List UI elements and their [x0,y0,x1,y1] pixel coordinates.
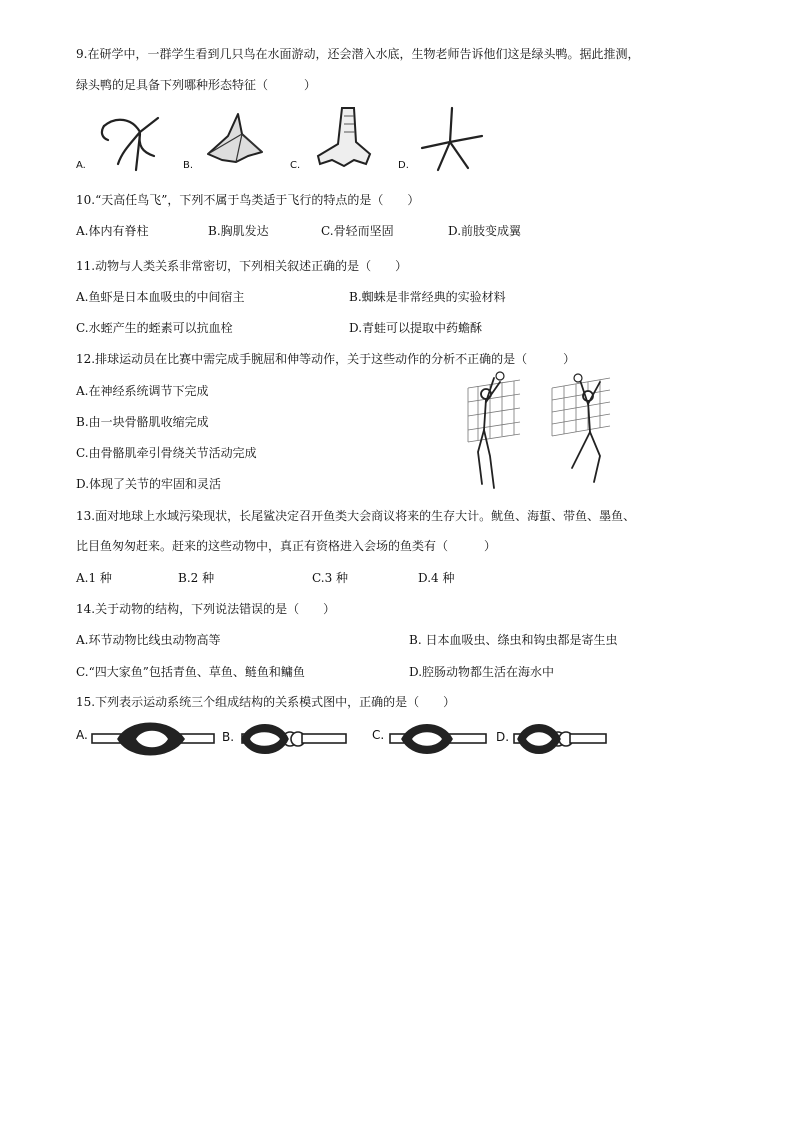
q15-label-d: D. [496,730,510,744]
q15-joint-diagram-figure [76,720,608,760]
q9-label-d: D. [398,160,409,171]
q10-stem: 10.“天高任鸟飞”，下列不属于鸟类适于飞行的特点的是（ ） [76,193,420,207]
q13-option-c: C.3 种 [312,571,349,585]
q13-option-b: B.2 种 [178,571,215,585]
joint-diagram-d-icon [512,722,608,756]
joint-diagram-a-icon [90,722,216,756]
q13-stem-line-2: 比目鱼匆匆赶来。赶来的这些动物中，真正有资格进入会场的鱼类有（ ） [76,539,497,553]
q12-option-b: B.由一块骨骼肌收缩完成 [76,415,209,429]
q11-option-b: B.蜘蛛是非常经典的实验材料 [349,290,506,304]
q12-stem: 12.排球运动员在比赛中需完成手腕屈和伸等动作，关于这些动作的分析不正确的是（ ） [76,352,576,366]
q14-option-b: B. 日本血吸虫、绦虫和钩虫都是寄生虫 [409,633,618,647]
q12-option-c: C.由骨骼肌牵引骨绕关节活动完成 [76,446,257,460]
q11-option-d: D.青蛙可以提取中药蟾酥 [349,321,483,335]
q9-label-a: A. [76,160,86,171]
volleyball-icon [496,372,504,380]
q9-stem-line-1: 9.在研学中，一群学生看到几只鸟在水面游动，还会潜入水底，生物老师告诉他们这是绿头鸭。据此推测， [76,47,640,61]
q12-option-a: A.在神经系统调节下完成 [76,384,209,398]
q14-stem: 14.关于动物的结构，下列说法错误的是（ ） [76,602,336,616]
claw-foot-icon [94,112,164,170]
volleyball-icon [574,374,582,382]
q11-option-a: A.鱼虾是日本血吸虫的中间宿主 [76,290,245,304]
q10-option-a: A.体内有脊柱 [76,224,149,238]
long-toe-foot-icon [416,108,486,170]
q14-option-d: D.腔肠动物都生活在海水中 [409,665,555,679]
joint-diagram-c-icon [388,722,488,756]
webbed-foot-icon [198,112,268,170]
q14-option-c: C.“四大家鱼”包括青鱼、草鱼、鲢鱼和鳙鱼 [76,665,305,679]
joint-diagram-b-icon [240,722,348,756]
q10-option-d: D.前肢变成翼 [448,224,522,238]
q15-stem: 15.下列表示运动系统三个组成结构的关系模式图中，正确的是（ ） [76,695,456,709]
q13-option-a: A.1 种 [76,571,112,585]
q9-bird-feet-figure [76,106,486,174]
q11-stem: 11.动物与人类关系非常密切，下列相关叙述正确的是（ ） [76,259,408,273]
q13-stem-line-1: 13.面对地球上水域污染现状，长尾鲨决定召开鱼类大会商议将来的生存大计。鱿鱼、海蜇、带鱼、墨鱼、 [76,509,636,523]
q9-stem-line-2: 绿头鸭的足具备下列哪种形态特征（ ） [76,78,317,92]
q12-option-d: D.体现了关节的牢固和灵活 [76,477,222,491]
volleyball-players-figure [460,372,620,498]
q9-label-b: B. [183,160,194,171]
q15-label-a: A. [76,728,88,742]
q10-option-c: C.骨轻而坚固 [321,224,394,238]
q15-label-c: C. [372,728,385,742]
q15-label-b: B. [222,730,235,744]
q11-option-c: C.水蛭产生的蛭素可以抗血栓 [76,321,233,335]
q13-option-d: D.4 种 [418,571,455,585]
scaled-foot-icon [308,108,378,170]
q14-option-a: A.环节动物比线虫动物高等 [76,633,221,647]
q10-option-b: B.胸肌发达 [208,224,269,238]
q9-label-c: C. [290,160,301,171]
